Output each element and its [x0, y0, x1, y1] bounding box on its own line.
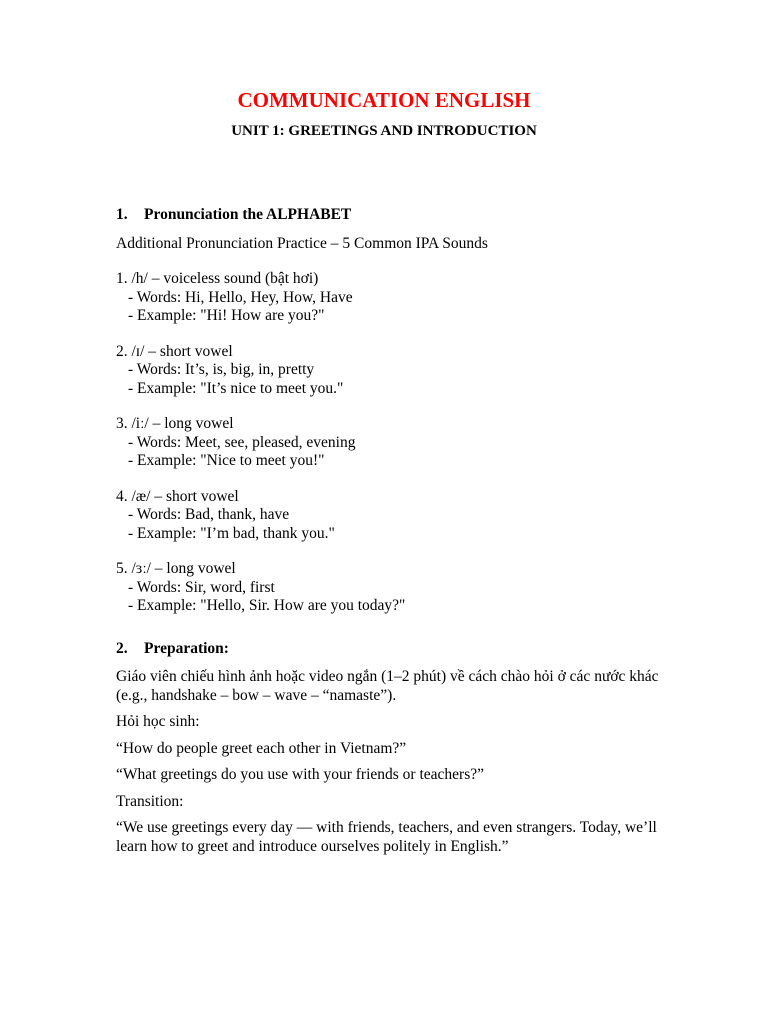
sound-item-2 [116, 343, 676, 399]
document-title: COMMUNICATION ENGLISH [237, 88, 531, 112]
preparation-paragraph: “We use greetings every day — with friends, teachers, and even strangers. Today, we’ll learn how to greet and introduce ourselves politely in English.” [116, 819, 657, 855]
section-2-title: Preparation: [144, 639, 229, 657]
sound-item-3 [116, 415, 676, 471]
section-1-intro: Additional Pronunciation Practice – 5 Common IPA Sounds [116, 234, 488, 252]
section-1-title: Pronunciation the ALPHABET [144, 206, 352, 223]
section-1-number: 1. [116, 206, 128, 223]
sound-words: - Words: Meet, see, pleased, evening [128, 433, 356, 451]
sound-words: - Words: Bad, thank, have [128, 506, 290, 523]
sound-line: 2. /ɪ/ – short vowel [116, 342, 233, 360]
section-2-number: 2. [116, 639, 128, 657]
sound-example: - Example: "I’m bad, thank you." [128, 524, 335, 542]
sound-words: - Words: It’s, is, big, in, pretty [128, 361, 315, 378]
sound-words: - Words: Sir, word, first [128, 578, 275, 596]
section-1-heading [116, 206, 676, 225]
preparation-paragraph: Transition: [116, 792, 184, 810]
preparation-paragraph: Giáo viên chiếu hình ảnh hoặc video ngắn (1–2 phút) về cách chào hỏi ở các nước khác (e.g., handshake – bow – wave – “namaste”). [116, 668, 659, 704]
sound-line: 5. /ɜː/ – long vowel [116, 560, 236, 577]
sound-line: 1. /h/ – voiceless sound (bật hơi) [116, 270, 319, 287]
document-body [116, 206, 676, 856]
section-2-heading [116, 640, 676, 659]
sound-line: 4. /æ/ – short vowel [116, 487, 239, 505]
sound-example: - Example: "It’s nice to meet you." [128, 379, 344, 397]
preparation-paragraph: “What greetings do you use with your friends or teachers?” [116, 766, 484, 783]
sound-example: - Example: "Nice to meet you!" [128, 452, 325, 469]
sound-item-5 [116, 560, 676, 616]
sound-line: 3. /iː/ – long vowel [116, 415, 234, 432]
preparation-paragraph: “How do people greet each other in Vietnam?” [116, 739, 407, 757]
sound-words: - Words: Hi, Hello, Hey, How, Have [128, 288, 353, 306]
sound-item-1 [116, 270, 676, 326]
sound-item-4 [116, 488, 676, 544]
sound-example: - Example: "Hello, Sir. How are you today?" [128, 597, 406, 614]
sound-example: - Example: "Hi! How are you?" [128, 307, 325, 324]
preparation-paragraph: Hỏi học sinh: [116, 713, 200, 730]
unit-subtitle: UNIT 1: GREETINGS AND INTRODUCTION [231, 123, 537, 139]
